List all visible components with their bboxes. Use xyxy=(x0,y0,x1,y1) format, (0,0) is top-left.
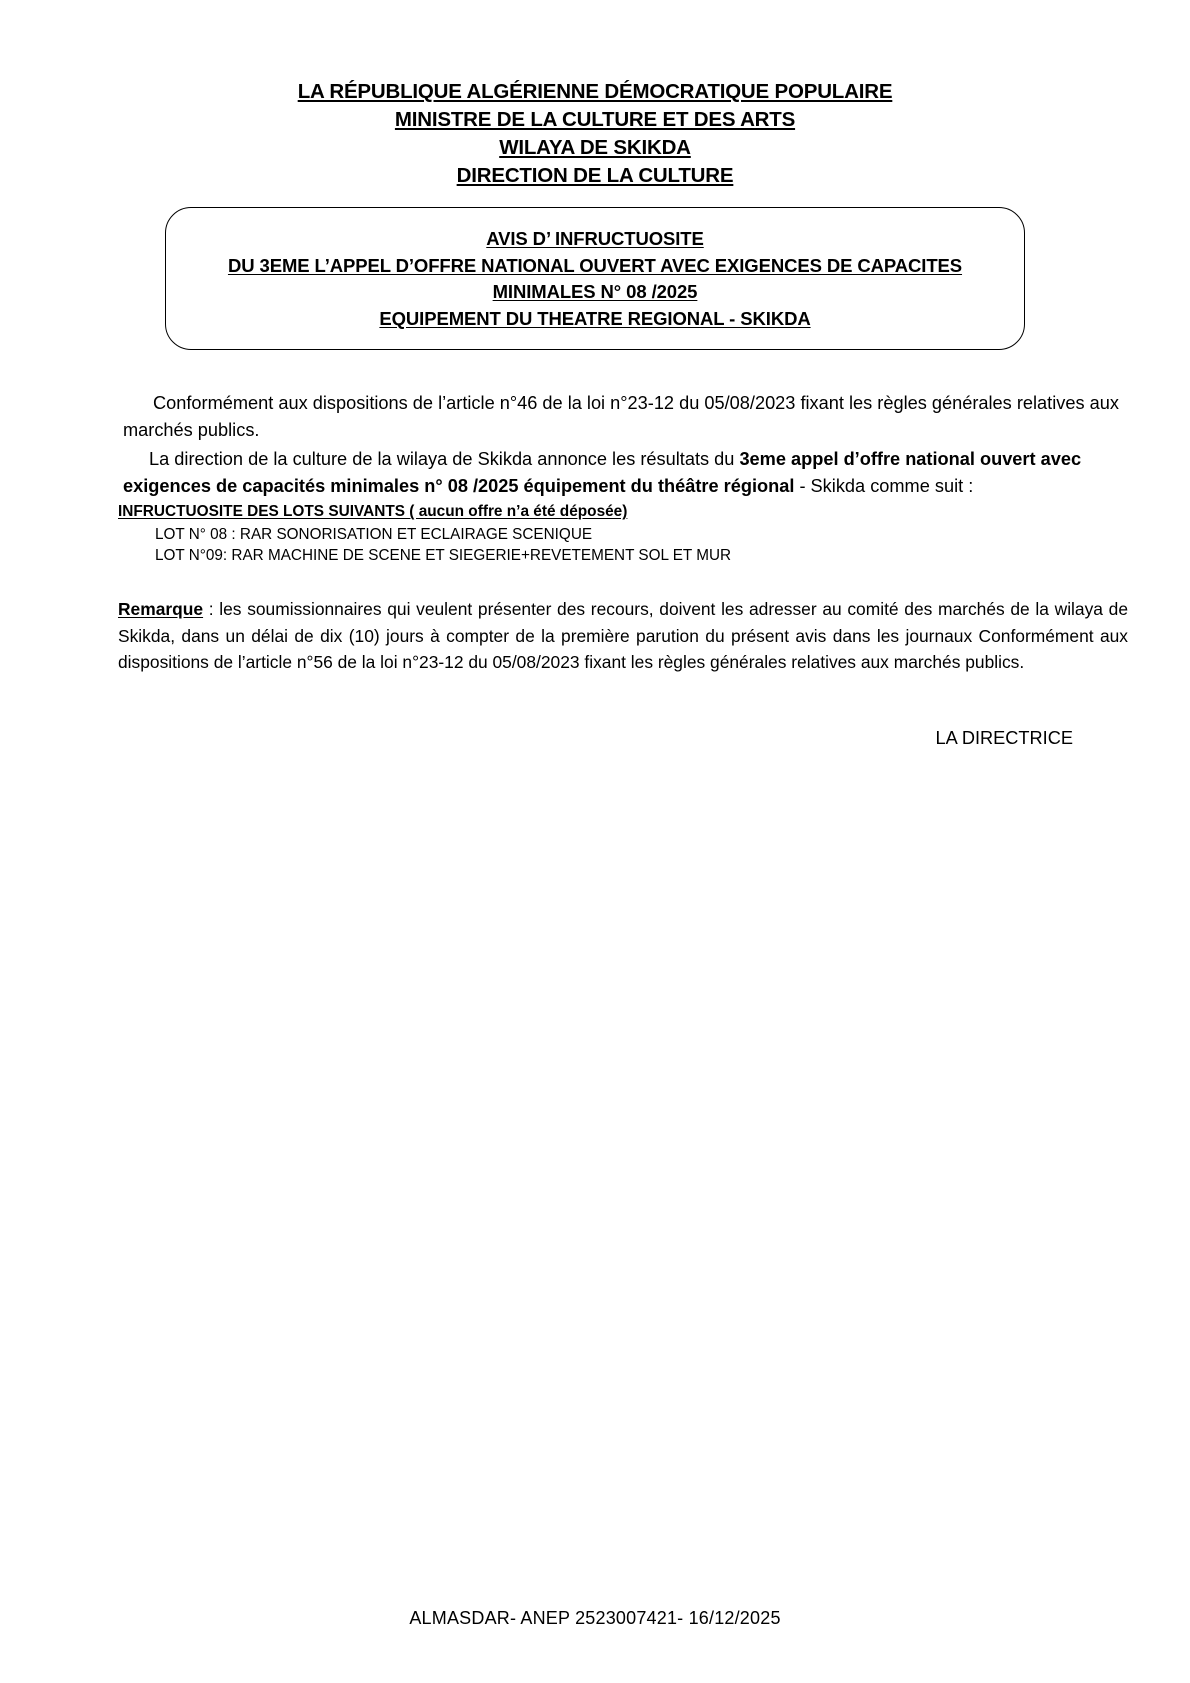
paragraph-resultats-prefix: La direction de la culture de la wilaya de Skikda annonce les résultats du xyxy=(149,449,740,469)
title-line-appel-text: DU 3EME L’APPEL D’OFFRE NATIONAL OUVERT AVEC EXIGENCES DE CAPACITES xyxy=(227,254,963,276)
title-line-minimales-text: MINIMALES N° 08 /2025 xyxy=(492,281,698,302)
document-header xyxy=(0,78,1190,190)
header-line-ministre-text: MINISTRE DE LA CULTURE ET DES ARTS xyxy=(394,108,796,131)
title-line-equipement xyxy=(180,306,1010,333)
paragraph-conformite xyxy=(123,390,1128,444)
notice-title-box xyxy=(165,207,1025,350)
header-line-direction xyxy=(0,162,1190,190)
paragraph-resultats-bold: 3eme appel d’offre national ouvert avec exigences de capacités minimales n° 08 /2025 équipement du théâtre régional xyxy=(123,449,1082,496)
title-line-minimales xyxy=(180,279,1010,306)
document-footer xyxy=(0,1608,1190,1629)
header-line-republique-text: LA RÉPUBLIQUE ALGÉRIENNE DÉMOCRATIQUE POPULAIRE xyxy=(297,80,893,103)
infructuosite-heading: INFRUCTUOSITE DES LOTS SUIVANTS ( aucun offre n’a été déposée) xyxy=(118,503,628,520)
infructuosite-heading-wrap xyxy=(118,500,1105,522)
title-line-appel xyxy=(180,253,1010,280)
remarque-text: : les soumissionnaires qui veulent présenter des recours, doivent les adresser au comité des marchés de la wilaya de Skikda, dans un délai de dix (10) jours à compter de la première parution du présent avis dans les journaux Conformément aux dispositions de l’article n°56 de la loi n°23-12 du 05/08/2023 fixant les règles générales relatives aux marchés publics. xyxy=(118,599,1128,672)
header-line-wilaya-text: WILAYA DE SKIKDA xyxy=(499,136,691,159)
remarque-paragraph xyxy=(118,596,1128,676)
header-line-ministre xyxy=(0,106,1190,134)
document-body xyxy=(85,390,1128,749)
lot-list xyxy=(155,524,1105,566)
title-line-equipement-text: EQUIPEMENT DU THEATRE REGIONAL - SKIKDA xyxy=(379,307,811,329)
header-line-republique xyxy=(0,78,1190,106)
paragraph-conformite-text: Conformément aux dispositions de l’article n°46 de la loi n°23-12 du 05/08/2023 fixant les règles générales relatives aux marchés publics. xyxy=(123,393,1119,440)
remarque-label: Remarque xyxy=(118,599,204,619)
footer-anep-reference: ALMASDAR- ANEP 2523007421- 16/12/2025 xyxy=(409,1608,781,1628)
list-item: LOT N° 08 : RAR SONORISATION ET ECLAIRAGE SCENIQUE xyxy=(155,526,593,543)
header-line-direction-text: DIRECTION DE LA CULTURE xyxy=(456,164,734,187)
list-item: LOT N°09: RAR MACHINE DE SCENE ET SIEGERIE+REVETEMENT SOL ET MUR xyxy=(155,547,732,564)
signature-text: LA DIRECTRICE xyxy=(935,727,1073,748)
header-line-wilaya xyxy=(0,134,1190,162)
paragraph-resultats-suffix: - Skikda comme suit : xyxy=(794,476,974,496)
paragraph-resultats xyxy=(123,446,1108,500)
signature-block xyxy=(118,728,1128,749)
title-line-avis xyxy=(180,226,1010,253)
title-line-avis-text: AVIS D’ INFRUCTUOSITE xyxy=(486,228,704,249)
